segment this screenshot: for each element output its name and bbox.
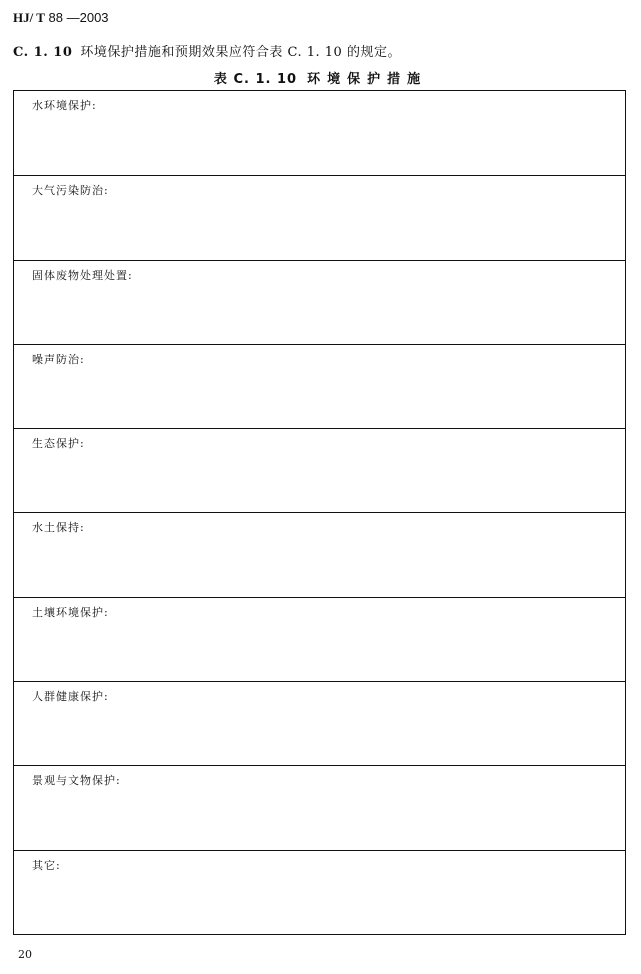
row-label: 土壤环境保护: [32, 605, 109, 619]
row-label: 其它: [32, 858, 61, 872]
clause-paragraph [13, 41, 401, 60]
standard-year: 88 —2003 [44, 10, 109, 25]
document-header [13, 10, 109, 26]
row-label: 固体废物处理处置: [32, 268, 133, 282]
row-label: 人群健康保护: [32, 690, 109, 704]
row-label: 生态保护: [32, 437, 85, 451]
environmental-measures-table [13, 90, 626, 935]
table-row-other [14, 850, 625, 934]
row-label: 大气污染防治: [32, 184, 109, 198]
table-row-ecology [14, 428, 625, 512]
table-row-landscape-heritage [14, 765, 625, 849]
row-label: 噪声防治: [32, 352, 85, 366]
row-label: 景观与文物保护: [32, 774, 121, 788]
standard-code: HJ/ T [13, 10, 45, 25]
clause-text: 环境保护措施和预期效果应符合表 C. 1. 10 的规定。 [80, 45, 401, 60]
table-row-solid-waste [14, 260, 625, 344]
table-row-noise [14, 344, 625, 428]
table-row-soil-water-conservation [14, 512, 625, 596]
table-row-soil-environment [14, 597, 625, 681]
clause-number: C. 1. 10 [13, 45, 73, 60]
table-row-air-pollution [14, 175, 625, 259]
table-caption [0, 68, 641, 87]
table-row-water-environment [14, 91, 625, 175]
row-label: 水土保持: [32, 521, 85, 535]
table-caption-title: 环境保护措施 [307, 72, 428, 87]
row-label: 水环境保护: [32, 99, 97, 112]
table-row-public-health [14, 681, 625, 765]
page-number: 20 [18, 948, 32, 961]
table-caption-number: 表 C. 1. 10 [213, 72, 298, 87]
